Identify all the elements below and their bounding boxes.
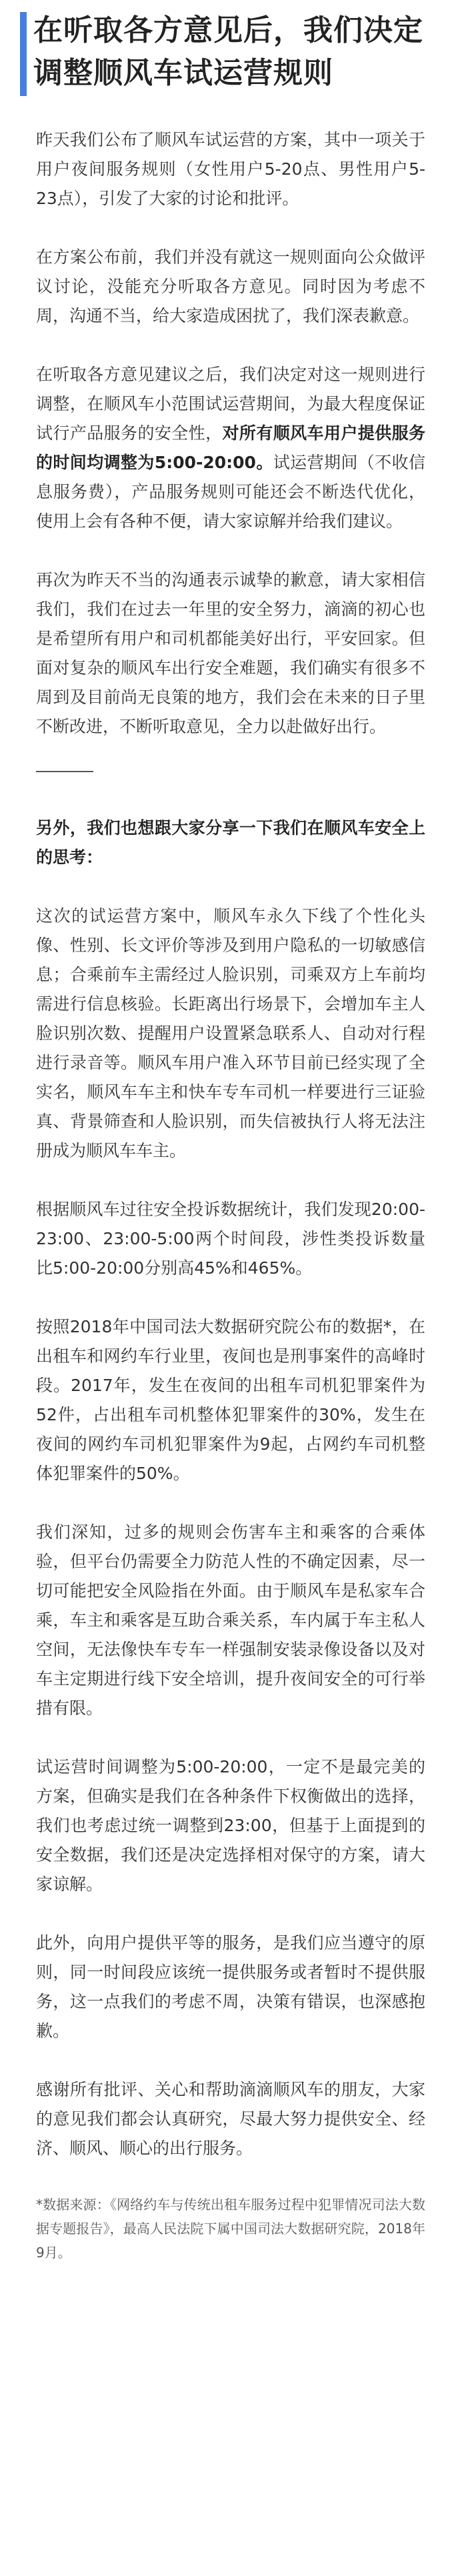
paragraph-10: 此外，向用户提供平等的服务，是我们应当遵守的原则，同一时间段应该统一提供服务或者暂时不提供服务，这一点我们的考虑不周，决策有错误，也深感抱歉。 [36, 1933, 425, 2041]
paragraph-3-after: 试运营期间（不收信息服务费），产品服务规则可能还会不断迭代优化，使用上会有各种不便，请大家谅解并给我们建议。 [36, 453, 425, 531]
title-block [20, 0, 425, 95]
section-heading: 另外，我们也想跟大家分享一下我们在顺风车安全上的思考： [36, 818, 425, 867]
paragraph-7: 按照2018年中国司法大数据研究院公布的数据*，在出租车和网约车行业里，夜间也是刑事案件的高峰时段。2017年，发生在夜间的出租车司机犯罪案件为52件，占出租车司机整体犯罪案件的30%，发生在夜间的网约车司机犯罪案件为9起，占网约车司机整体犯罪案件的50%。 [36, 1317, 425, 1483]
section-divider [36, 771, 93, 772]
paragraph-2: 在方案公布前，我们并没有就这一规则面向公众做评议讨论，没能充分听取各方意见。同时因为考虑不周，沟通不当，给大家造成困扰了，我们深表歉意。 [36, 247, 425, 325]
paragraph-6: 根据顺风车过往安全投诉数据统计，我们发现20:00-23:00、23:00-5:00两个时间段，涉性类投诉数量比5:00-20:00分别高45%和465%。 [36, 1200, 425, 1278]
paragraph-3-before: 在听取各方意见建议之后，我们决定对这一规则进行调整，在顺风车小范围试运营期间，为最大程度保证试行产品服务的安全性， [36, 365, 425, 443]
paragraph-3-bold: 对所有顺风车用户提供服务的时间均调整为5:00-20:00。 [36, 423, 425, 472]
title-accent-bar [20, 12, 27, 96]
footnote: *数据来源：《网络约车与传统出租车服务过程中犯罪情况司法大数据专题报告》，最高人民法院下属中国司法大数据研究院，2018年9月。 [36, 2197, 425, 2261]
paragraph-11: 感谢所有批评、关心和帮助滴滴顺风车的朋友，大家的意见我们都会认真研究，尽最大努力提供安全、经济、顺风、顺心的出行服务。 [36, 2080, 425, 2158]
article-title: 在听取各方意见后，我们决定调整顺风车试运营规则 [33, 13, 423, 90]
paragraph-8: 我们深知，过多的规则会伤害车主和乘客的合乘体验，但平台仍需要全力防范人性的不确定因素，尽一切可能把安全风险指在外面。由于顺风车是私家车合乘，车主和乘客是互助合乘关系，车内属于车主私人空间，无法像快车专车一样强制安装录像设备以及对车主定期进行线下安全培训，提升夜间安全的可行举措有限。 [36, 1522, 425, 1718]
paragraph-3 [36, 360, 425, 536]
paragraph-9: 试运营时间调整为5:00-20:00，一定不是最完美的方案，但确实是我们在各种条件下权衡做出的选择，我们也考虑过统一调整到23:00，但基于上面提到的安全数据，我们还是决定选择相对保守的方案，请大家谅解。 [36, 1757, 425, 1894]
paragraph-5: 这次的试运营方案中，顺风车永久下线了个性化头像、性别、长文评价等涉及到用户隐私的一切敏感信息；合乘前车主需经过人脸识别，司乘双方上车前均需进行信息核验。长距离出行场景下，会增加车主人脸识别次数、提醒用户设置紧急联系人、自动对行程进行录音等。顺风车用户准入环节目前已经实现了全实名，顺风车车主和快车专车司机一样要进行三证验真、背景筛查和人脸识别，而失信被执行人将无法注册成为顺风车车主。 [36, 906, 425, 1160]
paragraph-4: 再次为昨天不当的沟通表示诚挚的歉意，请大家相信我们，我们在过去一年里的安全努力，滴滴的初心也是希望所有用户和司机都能美好出行，平安回家。但面对复杂的顺风车出行安全难题，我们确实有很多不周到及目前尚无良策的地方，我们会在未来的日子里不断改进，不断听取意见，全力以赴做好出行。 [36, 570, 425, 736]
paragraph-1: 昨天我们公布了顺风车试运营的方案，其中一项关于用户夜间服务规则（女性用户5-20点、男性用户5-23点），引发了大家的讨论和批评。 [36, 130, 425, 208]
